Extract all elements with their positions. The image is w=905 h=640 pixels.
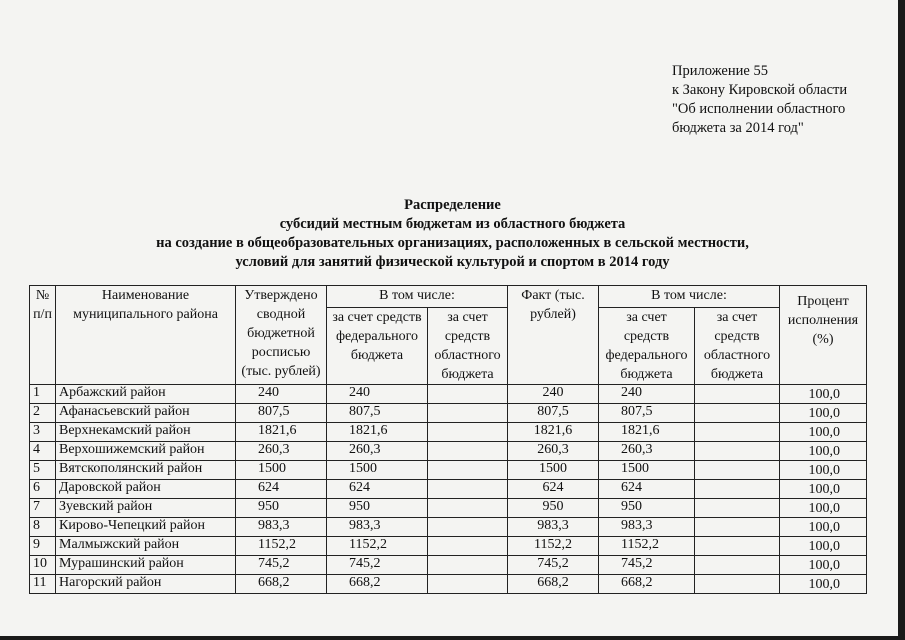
- cell-federal1: 1500: [327, 461, 428, 480]
- subsidy-table: [29, 285, 867, 594]
- cell-regional1: [428, 404, 508, 423]
- table-row: [30, 480, 867, 499]
- cell-federal1: 950: [327, 499, 428, 518]
- cell-regional2: [695, 423, 780, 442]
- cell-regional2: [695, 537, 780, 556]
- cell-regional2: [695, 385, 780, 404]
- cell-fact: 260,3: [508, 442, 599, 461]
- cell-fact: 1821,6: [508, 423, 599, 442]
- title-line: на создание в общеобразовательных организациях, расположенных в сельской местности,: [156, 235, 749, 251]
- cell-regional1: [428, 537, 508, 556]
- cell-name: Малмыжский район: [56, 537, 236, 556]
- table-row: [30, 537, 867, 556]
- table-row: [30, 518, 867, 537]
- cell-approved: 983,3: [236, 518, 327, 537]
- cell-name: Зуевский район: [56, 499, 236, 518]
- header-federal-approved: за счет средств федерального бюджета: [327, 308, 428, 385]
- cell-fact: 1152,2: [508, 537, 599, 556]
- cell-num: 4: [30, 442, 56, 461]
- appendix-line: бюджета за 2014 год": [672, 120, 804, 136]
- cell-fact: 1500: [508, 461, 599, 480]
- cell-federal2: 1152,2: [599, 537, 695, 556]
- header-percent: Процент исполнения (%): [780, 286, 867, 385]
- cell-regional1: [428, 442, 508, 461]
- cell-name: Верхошижемский район: [56, 442, 236, 461]
- cell-fact: 983,3: [508, 518, 599, 537]
- cell-percent: 100,0: [780, 385, 867, 404]
- table-row: [30, 442, 867, 461]
- title-line: условий для занятий физической культурой и спортом в 2014 году: [235, 254, 670, 270]
- cell-num: 5: [30, 461, 56, 480]
- table-row: [30, 499, 867, 518]
- cell-federal1: 668,2: [327, 575, 428, 594]
- cell-regional2: [695, 556, 780, 575]
- cell-regional1: [428, 499, 508, 518]
- cell-federal1: 807,5: [327, 404, 428, 423]
- cell-federal2: 1500: [599, 461, 695, 480]
- cell-federal1: 624: [327, 480, 428, 499]
- cell-percent: 100,0: [780, 480, 867, 499]
- cell-federal2: 240: [599, 385, 695, 404]
- cell-fact: 807,5: [508, 404, 599, 423]
- cell-percent: 100,0: [780, 518, 867, 537]
- cell-percent: 100,0: [780, 442, 867, 461]
- cell-approved: 807,5: [236, 404, 327, 423]
- cell-name: Нагорский район: [56, 575, 236, 594]
- cell-num: 2: [30, 404, 56, 423]
- appendix-line: к Закону Кировской области: [672, 82, 848, 98]
- cell-name: Мурашинский район: [56, 556, 236, 575]
- table-row: [30, 404, 867, 423]
- cell-approved: 624: [236, 480, 327, 499]
- appendix-note: [672, 62, 847, 138]
- cell-percent: 100,0: [780, 423, 867, 442]
- cell-name: Даровской район: [56, 480, 236, 499]
- header-approved: Утверждено сводной бюджетной росписью (тыс. рублей): [236, 286, 327, 385]
- cell-approved: 1500: [236, 461, 327, 480]
- cell-percent: 100,0: [780, 461, 867, 480]
- cell-name: Кирово-Чепецкий район: [56, 518, 236, 537]
- cell-regional2: [695, 461, 780, 480]
- cell-num: 9: [30, 537, 56, 556]
- cell-federal1: 260,3: [327, 442, 428, 461]
- scan-edge: [0, 636, 905, 640]
- cell-federal2: 1821,6: [599, 423, 695, 442]
- cell-regional1: [428, 385, 508, 404]
- cell-num: 8: [30, 518, 56, 537]
- header-including-fact: В том числе:: [599, 286, 780, 308]
- header-fact: Факт (тыс. рублей): [508, 286, 599, 385]
- table-row: [30, 385, 867, 404]
- cell-approved: 1152,2: [236, 537, 327, 556]
- document-title: [0, 196, 905, 272]
- cell-num: 10: [30, 556, 56, 575]
- cell-fact: 624: [508, 480, 599, 499]
- cell-name: Арбажский район: [56, 385, 236, 404]
- cell-num: 7: [30, 499, 56, 518]
- cell-federal2: 745,2: [599, 556, 695, 575]
- title-line: Распределение: [404, 197, 501, 213]
- header-regional-fact: за счет средств областного бюджета: [695, 308, 780, 385]
- cell-regional1: [428, 480, 508, 499]
- appendix-line: Приложение 55: [672, 63, 768, 79]
- cell-federal2: 668,2: [599, 575, 695, 594]
- cell-approved: 668,2: [236, 575, 327, 594]
- header-federal-fact: за счет средств федерального бюджета: [599, 308, 695, 385]
- cell-regional2: [695, 518, 780, 537]
- cell-num: 1: [30, 385, 56, 404]
- header-including-approved: В том числе:: [327, 286, 508, 308]
- cell-percent: 100,0: [780, 575, 867, 594]
- cell-regional2: [695, 575, 780, 594]
- cell-regional1: [428, 575, 508, 594]
- cell-percent: 100,0: [780, 404, 867, 423]
- cell-federal1: 240: [327, 385, 428, 404]
- cell-regional2: [695, 499, 780, 518]
- cell-num: 6: [30, 480, 56, 499]
- cell-num: 11: [30, 575, 56, 594]
- cell-name: Афанасьевский район: [56, 404, 236, 423]
- cell-fact: 240: [508, 385, 599, 404]
- cell-name: Верхнекамский район: [56, 423, 236, 442]
- table-row: [30, 575, 867, 594]
- cell-federal1: 983,3: [327, 518, 428, 537]
- cell-federal2: 807,5: [599, 404, 695, 423]
- cell-regional2: [695, 404, 780, 423]
- table-body: [30, 385, 867, 594]
- cell-federal2: 983,3: [599, 518, 695, 537]
- cell-fact: 950: [508, 499, 599, 518]
- cell-regional2: [695, 480, 780, 499]
- cell-federal1: 745,2: [327, 556, 428, 575]
- cell-regional1: [428, 423, 508, 442]
- cell-federal1: 1152,2: [327, 537, 428, 556]
- cell-fact: 668,2: [508, 575, 599, 594]
- header-regional-approved: за счет средств областного бюджета: [428, 308, 508, 385]
- cell-federal2: 950: [599, 499, 695, 518]
- cell-regional1: [428, 556, 508, 575]
- cell-approved: 260,3: [236, 442, 327, 461]
- cell-percent: 100,0: [780, 499, 867, 518]
- cell-federal2: 260,3: [599, 442, 695, 461]
- table-row: [30, 461, 867, 480]
- header-name: Наименование муниципального района: [56, 286, 236, 385]
- table-row: [30, 423, 867, 442]
- cell-approved: 240: [236, 385, 327, 404]
- scan-edge: [898, 0, 905, 640]
- cell-approved: 1821,6: [236, 423, 327, 442]
- cell-percent: 100,0: [780, 537, 867, 556]
- cell-approved: 950: [236, 499, 327, 518]
- cell-regional1: [428, 518, 508, 537]
- cell-federal2: 624: [599, 480, 695, 499]
- cell-percent: 100,0: [780, 556, 867, 575]
- cell-approved: 745,2: [236, 556, 327, 575]
- cell-regional2: [695, 442, 780, 461]
- appendix-line: "Об исполнении областного: [672, 101, 846, 117]
- cell-regional1: [428, 461, 508, 480]
- cell-federal1: 1821,6: [327, 423, 428, 442]
- cell-num: 3: [30, 423, 56, 442]
- title-line: субсидий местным бюджетам из областного бюджета: [279, 216, 626, 232]
- header-num: № п/п: [30, 286, 56, 385]
- table-row: [30, 556, 867, 575]
- cell-name: Вятскополянский район: [56, 461, 236, 480]
- cell-fact: 745,2: [508, 556, 599, 575]
